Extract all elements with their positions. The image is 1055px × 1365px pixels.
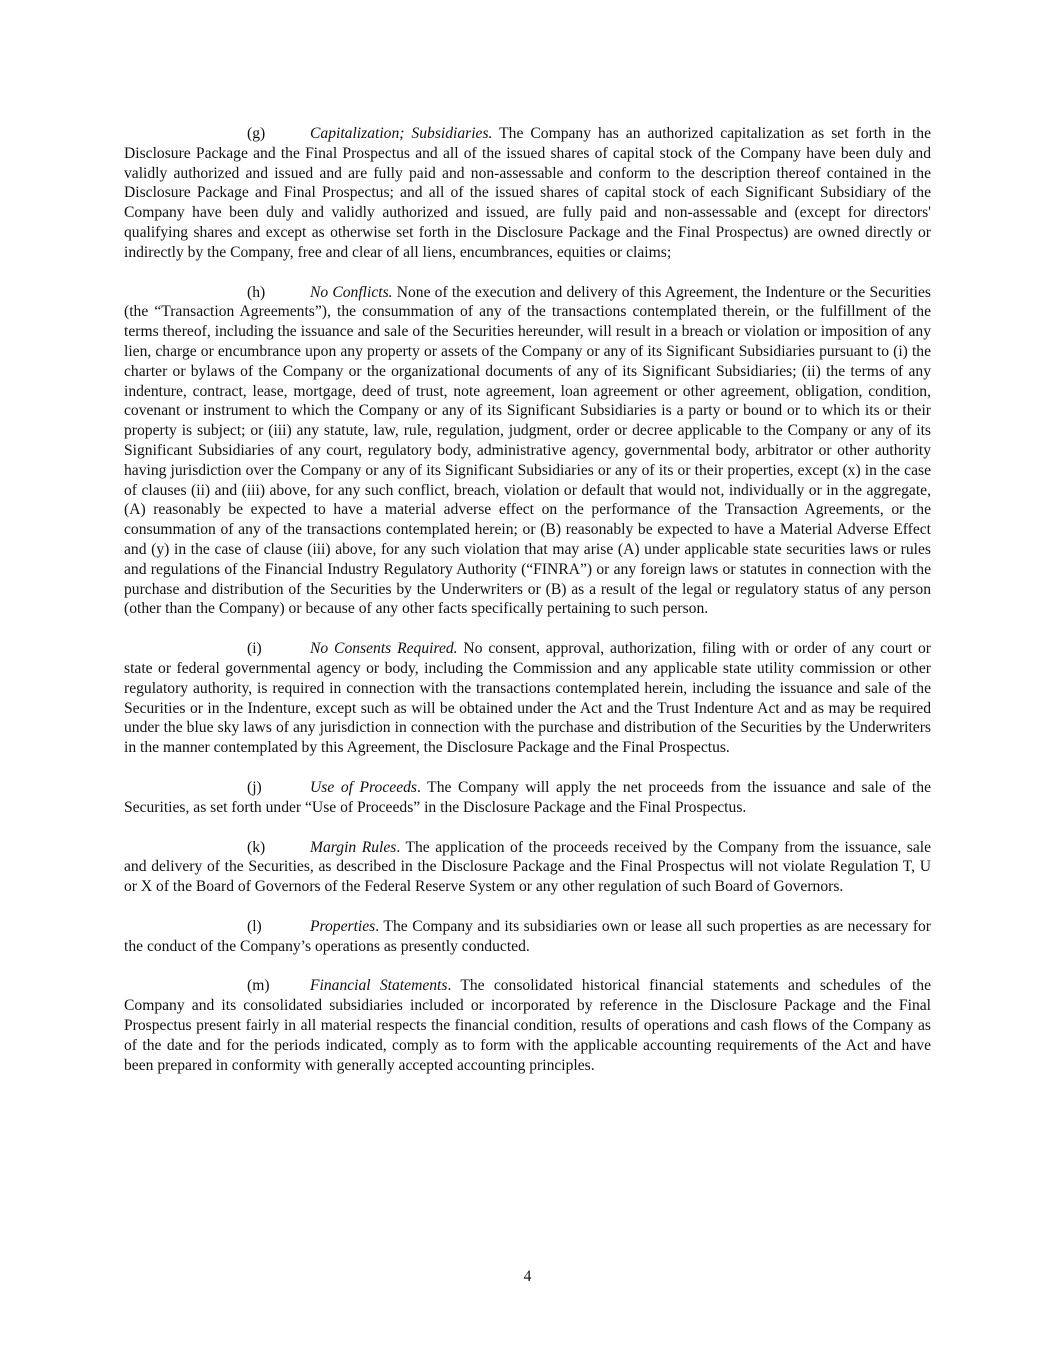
section-heading: No Consents Required. [310, 640, 458, 658]
section-text: . The Company will apply the net proceeds from the issuance and sale of the Securities, as set forth under “Use of Proceeds” in the Disclosure Package and the Final Prospectus. [124, 778, 931, 816]
section-k [124, 838, 931, 897]
section-heading: Capitalization; Subsidiaries. [310, 125, 493, 142]
section-label: (h) [247, 283, 266, 301]
section-l [124, 917, 931, 957]
section-label: (i) [247, 640, 262, 658]
page-number: 4 [523, 1268, 532, 1285]
section-heading: Margin Rules [310, 838, 397, 856]
section-text: None of the execution and delivery of this Agreement, the Indenture or the Securities (the “Transaction Agreements”), the consummation of any of the transactions contemplated therein, or the fulfillment of the terms thereof, including the issuance and sale of the Securities hereunder, will result in a breach or violation or imposition of any lien, charge or encumbrance upon any property or assets of the Company or any of its Significant Subsidiaries pursuant to (i) the charter or bylaws of the Company or the organizational documents of any of its Significant Subsidiaries; (ii) the terms of any indenture, contract, lease, mortgage, deed of trust, note agreement, loan agreement or other agreement, obligation, condition, covenant or instrument to which the Company or any of its Significant Subsidiaries is a party or bound or to which its or their property is subject; or (iii) any statute, law, rule, regulation, judgment, order or decree applicable to the Company or any of its Significant Subsidiaries of any court, regulatory body, administrative agency, governmental body, arbitrator or other authority having jurisdiction over the Company or any of its Significant Subsidiaries or any of its or their properties, except (x) in the case of clauses (ii) and (iii) above, for any such conflict, breach, violation or default that would not, individually or in the aggregate, (A) reasonably be expected to have a material adverse effect on the performance of the Transaction Agreements, or the consummation of any of the transactions contemplated herein; or (B) reasonably be expected to have a Material Adverse Effect and (y) in the case of clause (iii) above, for any such violation that may arise (A) under applicable state securities laws or rules and regulations of the Financial Industry Regulatory Authority (“FINRA”) or any foreign laws or statutes in connection with the purchase and distribution of the Securities by the Underwriters or (B) as a result of the legal or regulatory status of any person (other than the Company) or because of any other facts specifically pertaining to such person. [124, 283, 932, 618]
section-m [124, 976, 931, 1075]
section-text: . The Company and its subsidiaries own or lease all such properties as are necessary for the conduct of the Company’s operations as presently conducted. [124, 917, 931, 955]
document-body [124, 124, 931, 1095]
section-heading: Properties [310, 917, 376, 935]
section-text: No consent, approval, authorization, filing with or order of any court or state or federal governmental agency or body, including the Commission and any applicable state utility commission or other regulatory authority, is required in connection with the transactions contemplated herein, including the issuance and sale of the Securities or in the Indenture, except such as will be obtained under the Act and the Trust Indenture Act and as may be required under the blue sky laws of any jurisdiction in connection with the purchase and distribution of the Securities by the Underwriters in the manner contemplated by this Agreement, the Disclosure Package and the Final Prospectus. [124, 640, 931, 757]
section-h [124, 283, 931, 620]
section-g [124, 124, 931, 263]
section-label: (l) [247, 917, 262, 935]
section-text: The Company has an authorized capitalization as set forth in the Disclosure Package and the Final Prospectus and all of the issued shares of capital stock of the Company have been duly and validly authorized and issued and are fully paid and non-assessable and conform to the description thereof contained in the Disclosure Package and Final Prospectus; and all of the issued shares of capital stock of each Significant Subsidiary of the Company have been duly and validly authorized and issued, are fully paid and non-assessable and (except for directors' qualifying shares and except as otherwise set forth in the Disclosure Package and the Final Prospectus) are owned directly or indirectly by the Company, free and clear of all liens, encumbrances, equities or claims; [124, 125, 932, 261]
section-text: . The consolidated historical financial statements and schedules of the Company and its consolidated subsidiaries included or incorporated by reference in the Disclosure Package and the Final Prospectus present fairly in all material respects the financial condition, results of operations and cash flows of the Company as of the date and for the periods indicated, comply as to form with the applicable accounting requirements of the Act and have been prepared in conformity with generally accepted accounting principles. [124, 977, 931, 1074]
section-label: (j) [247, 778, 262, 796]
section-heading: Financial Statements [310, 977, 448, 995]
section-text: . The application of the proceeds received by the Company from the issuance, sale and delivery of the Securities, as described in the Disclosure Package and the Final Prospectus will not violate Regulation T, U or X of the Board of Governors of the Federal Reserve System or any other regulation of such Board of Governors. [124, 838, 931, 896]
section-j [124, 778, 931, 818]
section-heading: Use of Proceeds [310, 778, 417, 796]
section-heading: No Conflicts. [310, 283, 393, 301]
section-label: (g) [247, 125, 266, 142]
section-label: (m) [247, 977, 270, 995]
section-i [124, 639, 931, 758]
section-label: (k) [247, 838, 266, 856]
